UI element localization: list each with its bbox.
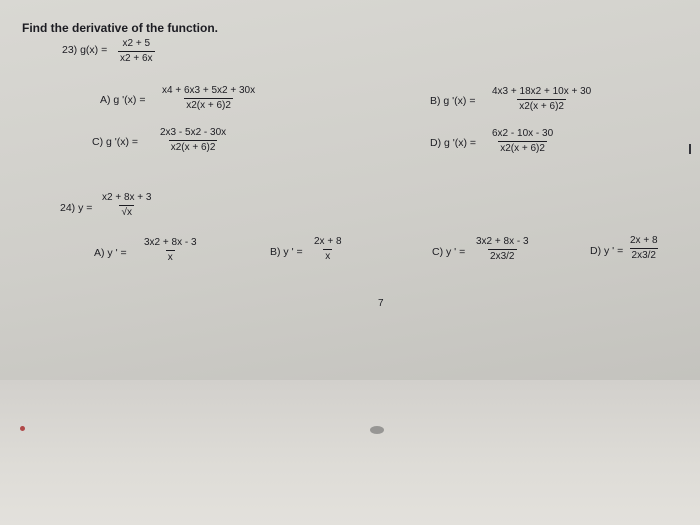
q23-option-b-label: B) g '(x) = — [430, 95, 476, 107]
q23-option-a-label: A) g '(x) = — [100, 94, 146, 106]
q23-option-d-numerator: 6x2 - 10x - 30 — [492, 128, 554, 139]
q24-option-c-numerator: 3x2 + 8x - 3 — [476, 236, 529, 247]
q24-option-a-denominator: x — [167, 252, 173, 263]
q23-option-b-denominator: x2(x + 6)2 — [519, 101, 564, 112]
q24-numerator: x2 + 8x + 3 — [102, 192, 152, 203]
desk-smudge — [370, 426, 384, 434]
q23-option-c-denominator: x2(x + 6)2 — [170, 142, 216, 153]
q23-function-fraction — [118, 39, 155, 64]
q24-option-b-label: B) y ' = — [270, 246, 303, 258]
q24-option-b-numerator: 2x + 8 — [314, 236, 342, 247]
q23-option-b-numerator: 4x3 + 18x2 + 10x + 30 — [492, 86, 592, 97]
red-speck — [20, 426, 25, 431]
q24-option-a-fraction — [142, 238, 199, 263]
q24-option-c-fraction — [474, 237, 531, 262]
q23-option-c-numerator: 2x3 - 5x2 - 30x — [160, 127, 227, 138]
q23-function-label: 23) g(x) = — [62, 44, 108, 56]
q23-option-a-numerator: x4 + 6x3 + 5x2 + 30x — [162, 85, 256, 96]
q23-option-b-fraction — [490, 87, 593, 112]
q23-numerator: x2 + 5 — [122, 38, 151, 49]
q23-option-a-denominator: x2(x + 6)2 — [186, 100, 231, 111]
q24-option-a-numerator: 3x2 + 8x - 3 — [144, 237, 197, 248]
q24-option-d-numerator: 2x + 8 — [630, 235, 658, 246]
desk-surface — [0, 380, 700, 525]
q23-option-d-denominator: x2(x + 6)2 — [500, 143, 545, 154]
page-number: 7 — [378, 298, 384, 309]
q24-option-c-denominator: 2x3/2 — [490, 251, 515, 262]
q23-denominator: x2 + 6x — [120, 53, 153, 64]
q24-option-b-denominator: x — [325, 251, 331, 262]
q24-option-d-label: D) y ' = — [590, 245, 624, 257]
q24-option-b-fraction — [312, 237, 344, 262]
q24-function-label: 24) y = — [60, 202, 93, 214]
q24-denominator: √x — [121, 207, 132, 218]
q24-function-fraction — [100, 193, 153, 218]
q23-option-d-fraction — [490, 129, 555, 154]
instructions-heading: Find the derivative of the function. — [22, 21, 219, 35]
q23-option-a-fraction — [160, 86, 257, 111]
q23-option-c-fraction — [158, 128, 228, 153]
q24-option-a-label: A) y ' = — [94, 247, 127, 259]
q24-option-d-denominator: 2x3/2 — [631, 250, 656, 261]
pen-mark — [689, 144, 691, 154]
q23-option-c-label: C) g '(x) = — [92, 136, 139, 148]
q24-option-c-label: C) y ' = — [432, 246, 466, 258]
q24-option-d-fraction — [628, 236, 660, 261]
q23-option-d-label: D) g '(x) = — [430, 137, 477, 149]
